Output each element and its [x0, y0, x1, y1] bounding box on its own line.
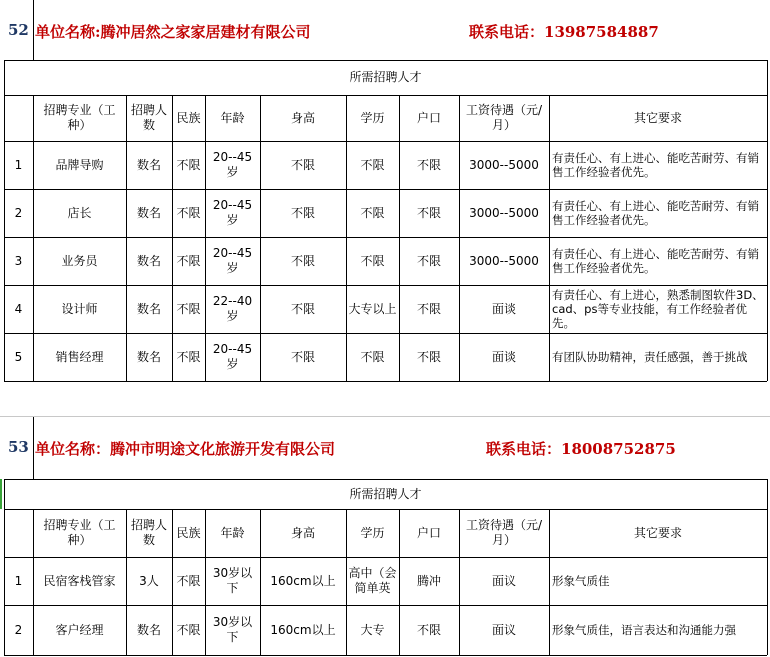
- section-title: 所需招聘人才: [349, 70, 422, 84]
- header-age: 年龄: [220, 525, 245, 540]
- cell-hukou: 不限: [416, 205, 441, 220]
- cell-height: 不限: [290, 253, 315, 268]
- cell-salary: 面议: [491, 622, 516, 637]
- header-age: 年龄: [220, 110, 245, 125]
- header-position: 招聘专业（工种）: [43, 103, 116, 132]
- cell-education: 不限: [360, 349, 385, 364]
- grid-line-h: [4, 381, 767, 382]
- cell-row-number: 4: [14, 301, 23, 316]
- cell-position: 民宿客栈管家: [43, 573, 116, 588]
- header-height: 身高: [290, 525, 315, 540]
- header-education: 学历: [360, 110, 385, 125]
- header-ethnicity: 民族: [176, 110, 201, 125]
- cell-headcount: 数名: [136, 253, 161, 268]
- company-name: 单位名称：腾冲市明途文化旅游开发有限公司: [35, 440, 336, 458]
- header-ethnicity: 民族: [176, 525, 201, 540]
- grid-line-h: [4, 655, 767, 656]
- header-headcount: 招聘人数: [130, 518, 167, 547]
- cell-row-number: 3: [14, 253, 23, 268]
- cell-age: 20--45岁: [212, 342, 253, 371]
- header-hukou: 户口: [416, 525, 441, 540]
- cell-height: 不限: [290, 157, 315, 172]
- cell-requirements: 形象气质佳: [552, 574, 610, 588]
- cell-ethnicity: 不限: [176, 157, 201, 172]
- company-phone: 联系电话：13987584887: [469, 23, 659, 41]
- section-title: 所需招聘人才: [349, 486, 422, 501]
- cell-row-number: 2: [14, 205, 23, 220]
- cell-requirements: 有责任心、有上进心、能吃苦耐劳、有销售工作经验者优先。: [552, 247, 759, 275]
- cell-requirements: 有责任心、有上进心、能吃苦耐劳、有销售工作经验者优先。: [552, 199, 759, 227]
- cell-headcount: 数名: [136, 301, 161, 316]
- cell-ethnicity: 不限: [176, 205, 201, 220]
- cell-hukou: 腾冲: [416, 573, 441, 588]
- cell-ethnicity: 不限: [176, 349, 201, 364]
- cell-salary: 面谈: [491, 301, 516, 316]
- header-height: 身高: [290, 110, 315, 125]
- company-phone: 联系电话：18008752875: [486, 440, 676, 458]
- cell-headcount: 数名: [136, 205, 161, 220]
- cell-salary: 面谈: [491, 349, 516, 364]
- cell-headcount: 数名: [136, 622, 161, 637]
- cell-row-number: 5: [14, 349, 23, 364]
- cell-hukou: 不限: [416, 253, 441, 268]
- cell-salary: 3000--5000: [469, 205, 539, 220]
- cell-age: 30岁以下: [212, 566, 253, 595]
- cell-ethnicity: 不限: [176, 301, 201, 316]
- company-number: 53: [8, 438, 29, 456]
- cell-education: 高中（会简单英: [348, 566, 397, 595]
- cell-requirements: 有责任心、有上进心，熟悉制图软件3D、cad、ps等专业技能，有工作经验者优先。: [552, 288, 764, 330]
- header-hukou: 户口: [416, 110, 441, 125]
- cell-education: 大专以上: [348, 301, 397, 316]
- cell-position: 品牌导购: [55, 157, 104, 172]
- cell-hukou: 不限: [416, 301, 441, 316]
- cell-education: 不限: [360, 157, 385, 172]
- cell-age: 20--45岁: [212, 246, 253, 275]
- cell-height: 160cm以上: [270, 573, 336, 588]
- company-number: 52: [8, 21, 29, 39]
- cell-salary: 3000--5000: [469, 253, 539, 268]
- grid-line-v: [33, 0, 34, 60]
- selection-marker: [0, 479, 2, 509]
- cell-education: 大专: [360, 622, 385, 637]
- cell-ethnicity: 不限: [176, 253, 201, 268]
- cell-row-number: 1: [14, 157, 23, 172]
- cell-position: 销售经理: [55, 349, 104, 364]
- header-headcount: 招聘人数: [130, 103, 167, 132]
- cell-hukou: 不限: [416, 157, 441, 172]
- cell-ethnicity: 不限: [176, 622, 201, 637]
- cell-height: 不限: [290, 349, 315, 364]
- header-requirements: 其它要求: [633, 525, 682, 540]
- cell-position: 客户经理: [55, 622, 104, 637]
- cell-height: 不限: [290, 205, 315, 220]
- cell-age: 22--40岁: [212, 294, 253, 323]
- company-name: 单位名称:腾冲居然之家家居建材有限公司: [35, 23, 311, 41]
- cell-row-number: 1: [14, 573, 23, 588]
- cell-ethnicity: 不限: [176, 573, 201, 588]
- cell-hukou: 不限: [416, 349, 441, 364]
- cell-position: 业务员: [61, 253, 98, 268]
- grid-line-v: [33, 416, 34, 479]
- cell-hukou: 不限: [416, 622, 441, 637]
- header-education: 学历: [360, 525, 385, 540]
- cell-salary: 面议: [491, 573, 516, 588]
- cell-headcount: 数名: [136, 157, 161, 172]
- cell-requirements: 有责任心、有上进心、能吃苦耐劳、有销售工作经验者优先。: [552, 151, 759, 179]
- cell-salary: 3000--5000: [469, 157, 539, 172]
- header-salary: 工资待遇（元/月）: [465, 103, 543, 132]
- grid-line-v: [767, 60, 768, 381]
- cell-row-number: 2: [14, 622, 23, 637]
- cell-height: 160cm以上: [270, 622, 336, 637]
- cell-requirements: 有团队协助精神，责任感强，善于挑战: [552, 350, 748, 364]
- cell-headcount: 数名: [136, 349, 161, 364]
- cell-position: 设计师: [61, 301, 98, 316]
- gap-separator: [0, 416, 770, 417]
- cell-age: 20--45岁: [212, 150, 253, 179]
- cell-education: 不限: [360, 205, 385, 220]
- grid-line-v: [767, 479, 768, 655]
- cell-headcount: 3人: [139, 573, 159, 588]
- cell-age: 30岁以下: [212, 615, 253, 644]
- header-salary: 工资待遇（元/月）: [465, 518, 543, 547]
- header-requirements: 其它要求: [633, 110, 682, 125]
- cell-position: 店长: [67, 205, 92, 220]
- cell-age: 20--45岁: [212, 198, 253, 227]
- cell-height: 不限: [290, 301, 315, 316]
- cell-education: 不限: [360, 253, 385, 268]
- header-position: 招聘专业（工种）: [43, 518, 116, 547]
- cell-requirements: 形象气质佳，语言表达和沟通能力强: [552, 623, 736, 637]
